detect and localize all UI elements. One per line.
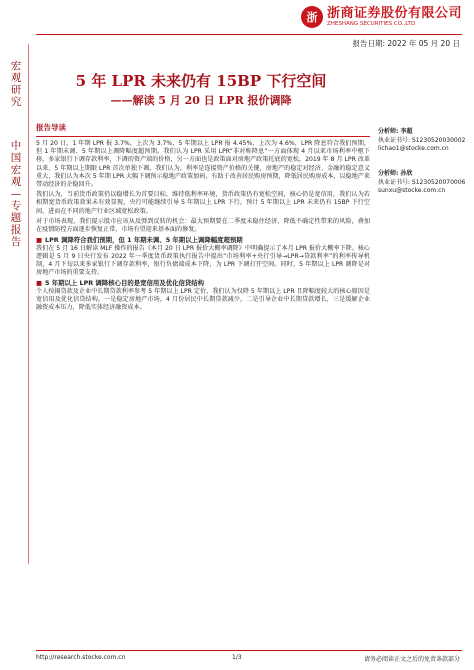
analyst-cert: 执业证书号: S1230520070006 [378, 178, 466, 186]
bullet-heading-text: LPR 调降符合我们预期，但 1 年期未调、5 年期以上调降幅度超预期 [45, 236, 243, 245]
company-logo [301, 6, 462, 28]
analyst-name: 分析师: 孙欣 [378, 170, 413, 177]
company-name-en: ZHESHANG SECURITIES CO.,LTD [326, 20, 416, 27]
logo-icon: 浙 [301, 6, 323, 28]
report-body [36, 120, 370, 314]
section-heading: 报告导读 [36, 123, 66, 132]
side-rule [28, 44, 29, 564]
side-label-category: 宏 观 研 究 [10, 60, 22, 108]
paragraph: 个人按揭贷款及企业中长期贷款利率参考 5 年期以上 LPR 定价，我们认为仅降 5 年期以上 LPR 且降幅度较大的核心原因是宽信用及优化信贷结构。一是稳定房地产市场，4 月份居民中长期贷款减少，二是引导企业中长期贷款增长，三是缓解企业融资成本压力，降低实体经济融资成本。 [36, 287, 370, 312]
report-subtitle: ——解读 5 月 20 日 LPR 报价调降 [110, 94, 292, 107]
paragraph: 对于市场表现，我们提示股市应该从反弹到反转的机会：最大预期要在二季度末稳住经济、降低不确定性带来的风险，叠加在疫情防控方面逐步恢复正常，市场有望迎来基本面的修复。 [36, 217, 370, 234]
analyst-name: 分析师: 李超 [378, 128, 413, 135]
section-rule [36, 136, 370, 137]
report-title: 5 年 LPR 未来仍有 15BP 下行空间 [75, 72, 327, 90]
page-number: 1/3 [232, 654, 242, 661]
bullet-heading-text: 5 年期以上 LPR 调降核心目的是宽信用及优化信贷结构 [45, 279, 205, 288]
analyst-card [378, 128, 474, 154]
side-label-report-type: 中 国 宏 观 — 专 题 报 告 [10, 140, 22, 248]
paragraph: 我们认为，当前货币政策仍以稳增长为首要目标，维持低利率环境，货币政策仍有宽松空间，核心仍是宽信用，我们认为若相期宽货币政策效果未有效显现，央行可能继续引导 5 年期以上 LPR 下行，预计 5 年期以上 LPR 未来仍有 15BP 下行空间，进而在不同的地产行业区域宽松政策。 [36, 191, 370, 215]
bullet-icon: ■ [36, 236, 43, 245]
footer-disclaimer: 请务必阅读正文之后的免责条款部分 [363, 656, 460, 663]
footer-divider [36, 650, 462, 651]
analyst-email[interactable]: lichao1@stocke.com.cn [378, 145, 449, 152]
analyst-card [378, 170, 474, 196]
bullet-heading [36, 236, 370, 244]
bullet-heading [36, 279, 370, 287]
paragraph: 我们在 5 月 16 日解读 MLF 操作的报告《本月 20 日 LPR 报价大概率调降》中明确提示了本月 LPR 报价大概率下降。核心逻辑是 5 月 9 日央行发布 2022 年一季度货币政策执行报告中提出“市场利率+央行引导→LPR→贷款利率”的利率传导机制，4 月下旬以来多家银行下调存款利率，银行负债端成本下降，为 LPR 下调打开空间。同时，5 年期以上 LPR 调降是对房地产市场的重要支持。 [36, 244, 370, 277]
bullet-icon: ■ [36, 279, 43, 288]
header-divider [36, 34, 462, 35]
paragraph: 5 月 20 日，1 年期 LPR 报 3.7%，上次为 3.7%，5 年期以上 LPR 报 4.45%，上次为 4.6%，LPR 降息符合我们预期，但 1 年期未调、5 年期以上调降幅度超预期。我们认为 LPR 采用 LPR“非对称降息”一方面体现 4 月以来市场利率中枢下移，多家银行下调存款利率，下调的资产端的价格，另一方面也是政策面对房地产政策托底的宽松，2019 年 8 月 LPR 改革以来，5 年期以上期限 LPR 首次单独下调。我们认为，利率是连接资产价格的关键，房地产的稳定对经济、金融的稳定意义重大，我们认为本次 5 年期 LPR 大幅下调预示稳地产政策加码，有助于改善居民购房预期，降低居民购房成本，以稳地产来带动经济的企稳回升。 [36, 140, 370, 189]
footer-url[interactable]: http://research.stocke.com.cn [36, 654, 126, 661]
company-name-cn: 浙商证券股份有限公司 [326, 5, 462, 21]
analyst-cert: 执业证书号: S1230520030002 [378, 136, 466, 144]
report-date: 报告日期: 2022 年 05 月 20 日 [352, 39, 460, 48]
analyst-email[interactable]: sunxu@stocke.com.cn [378, 187, 446, 194]
